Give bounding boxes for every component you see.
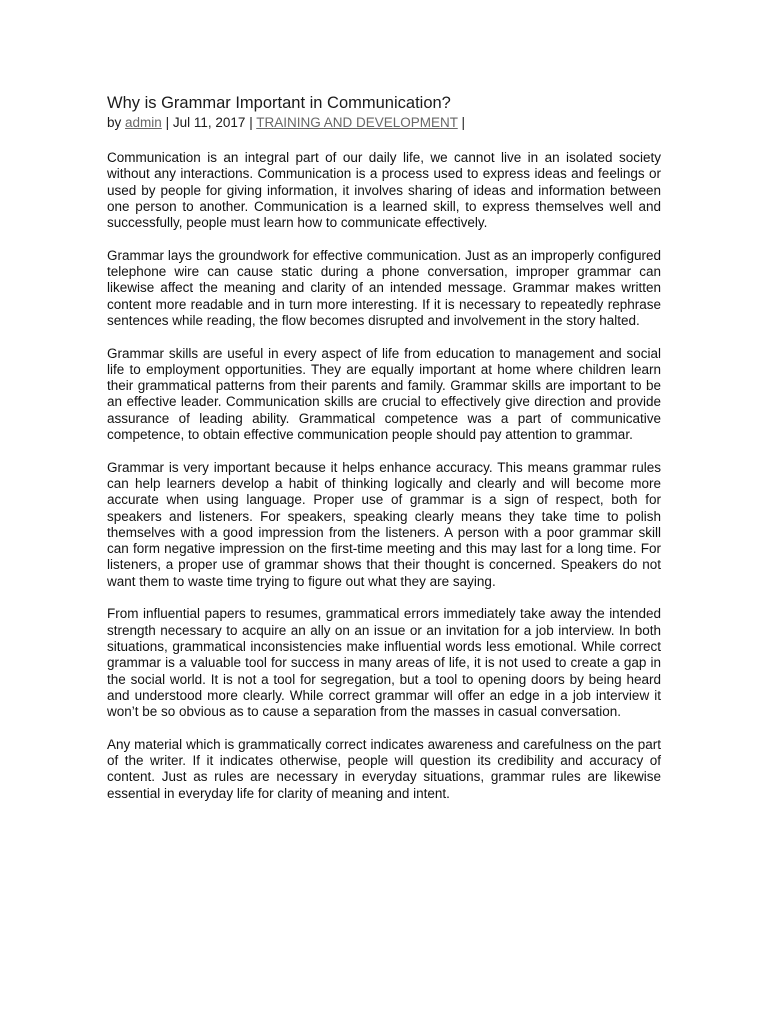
- publish-date: Jul 11, 2017: [172, 115, 246, 130]
- paragraph: Grammar skills are useful in every aspect of life from education to management and social life to employment opportunities. They are equally important at home where children learn their grammatical patterns from their parents and family. Grammar skills are important to be an effective leader. Communication skills are crucial to effectively give direction and provide assurance of leading ability. Grammatical competence was a part of communicative competence, to obtain effective communication people should pay attention to grammar.: [107, 345, 661, 443]
- paragraph: Grammar is very important because it helps enhance accuracy. This means grammar rules can help learners develop a habit of thinking logically and clearly and will become more accurate when using language. Proper use of grammar is a sign of respect, both for speakers and listeners. For speakers, speaking clearly means they take time to polish themselves with a good impression from the listeners. A person with a poor grammar skill can form negative impression on the first-time meeting and this may last for a long time. For listeners, a proper use of grammar shows that their thought is concerned. Speakers do not want them to waste time trying to figure out what they are saying.: [107, 459, 661, 589]
- byline-separator: |: [461, 115, 466, 130]
- article-body: [107, 150, 661, 802]
- paragraph: Any material which is grammatically correct indicates awareness and carefulness on the part of the writer. If it indicates otherwise, people will question its credibility and accuracy of content. Just as rules are necessary in everyday situations, grammar rules are likewise essential in everyday life for clarity of meaning and intent.: [107, 736, 661, 801]
- author-link[interactable]: admin: [125, 115, 162, 130]
- document-page: [107, 93, 661, 802]
- category-link[interactable]: TRAINING AND DEVELOPMENT: [256, 115, 458, 130]
- byline: [107, 114, 661, 131]
- paragraph: From influential papers to resumes, grammatical errors immediately take away the intended strength necessary to acquire an ally on an issue or an invitation for a job interview. In both situations, grammatical inconsistencies make influential words less emotional. While correct grammar is a valuable tool for success in many areas of life, it is not used to create a gap in the social world. It is not a tool for segregation, but a tool to opening doors by being heard and understood more clearly. While correct grammar will offer an edge in a job interview it won’t be so obvious as to cause a separation from the masses in casual conversation.: [107, 606, 661, 720]
- paragraph: Communication is an integral part of our daily life, we cannot live in an isolated society without any interactions. Communication is a process used to express ideas and feelings or used by people for giving information, it involves sharing of ideas and information between one person to another. Communication is a learned skill, to express themselves well and successfully, people must learn how to communicate effectively.: [107, 150, 661, 231]
- byline-separator: |: [249, 115, 253, 130]
- byline-separator: |: [165, 115, 170, 130]
- byline-prefix: by: [107, 115, 122, 130]
- article-title: Why is Grammar Important in Communication?: [107, 94, 451, 112]
- paragraph: Grammar lays the groundwork for effective communication. Just as an improperly configured telephone wire can cause static during a phone conversation, improper grammar can likewise affect the meaning and clarity of an intended message. Grammar makes written content more readable and in turn more interesting. If it is necessary to repeatedly rephrase sentences while reading, the flow becomes disrupted and involvement in the story halted.: [107, 247, 661, 328]
